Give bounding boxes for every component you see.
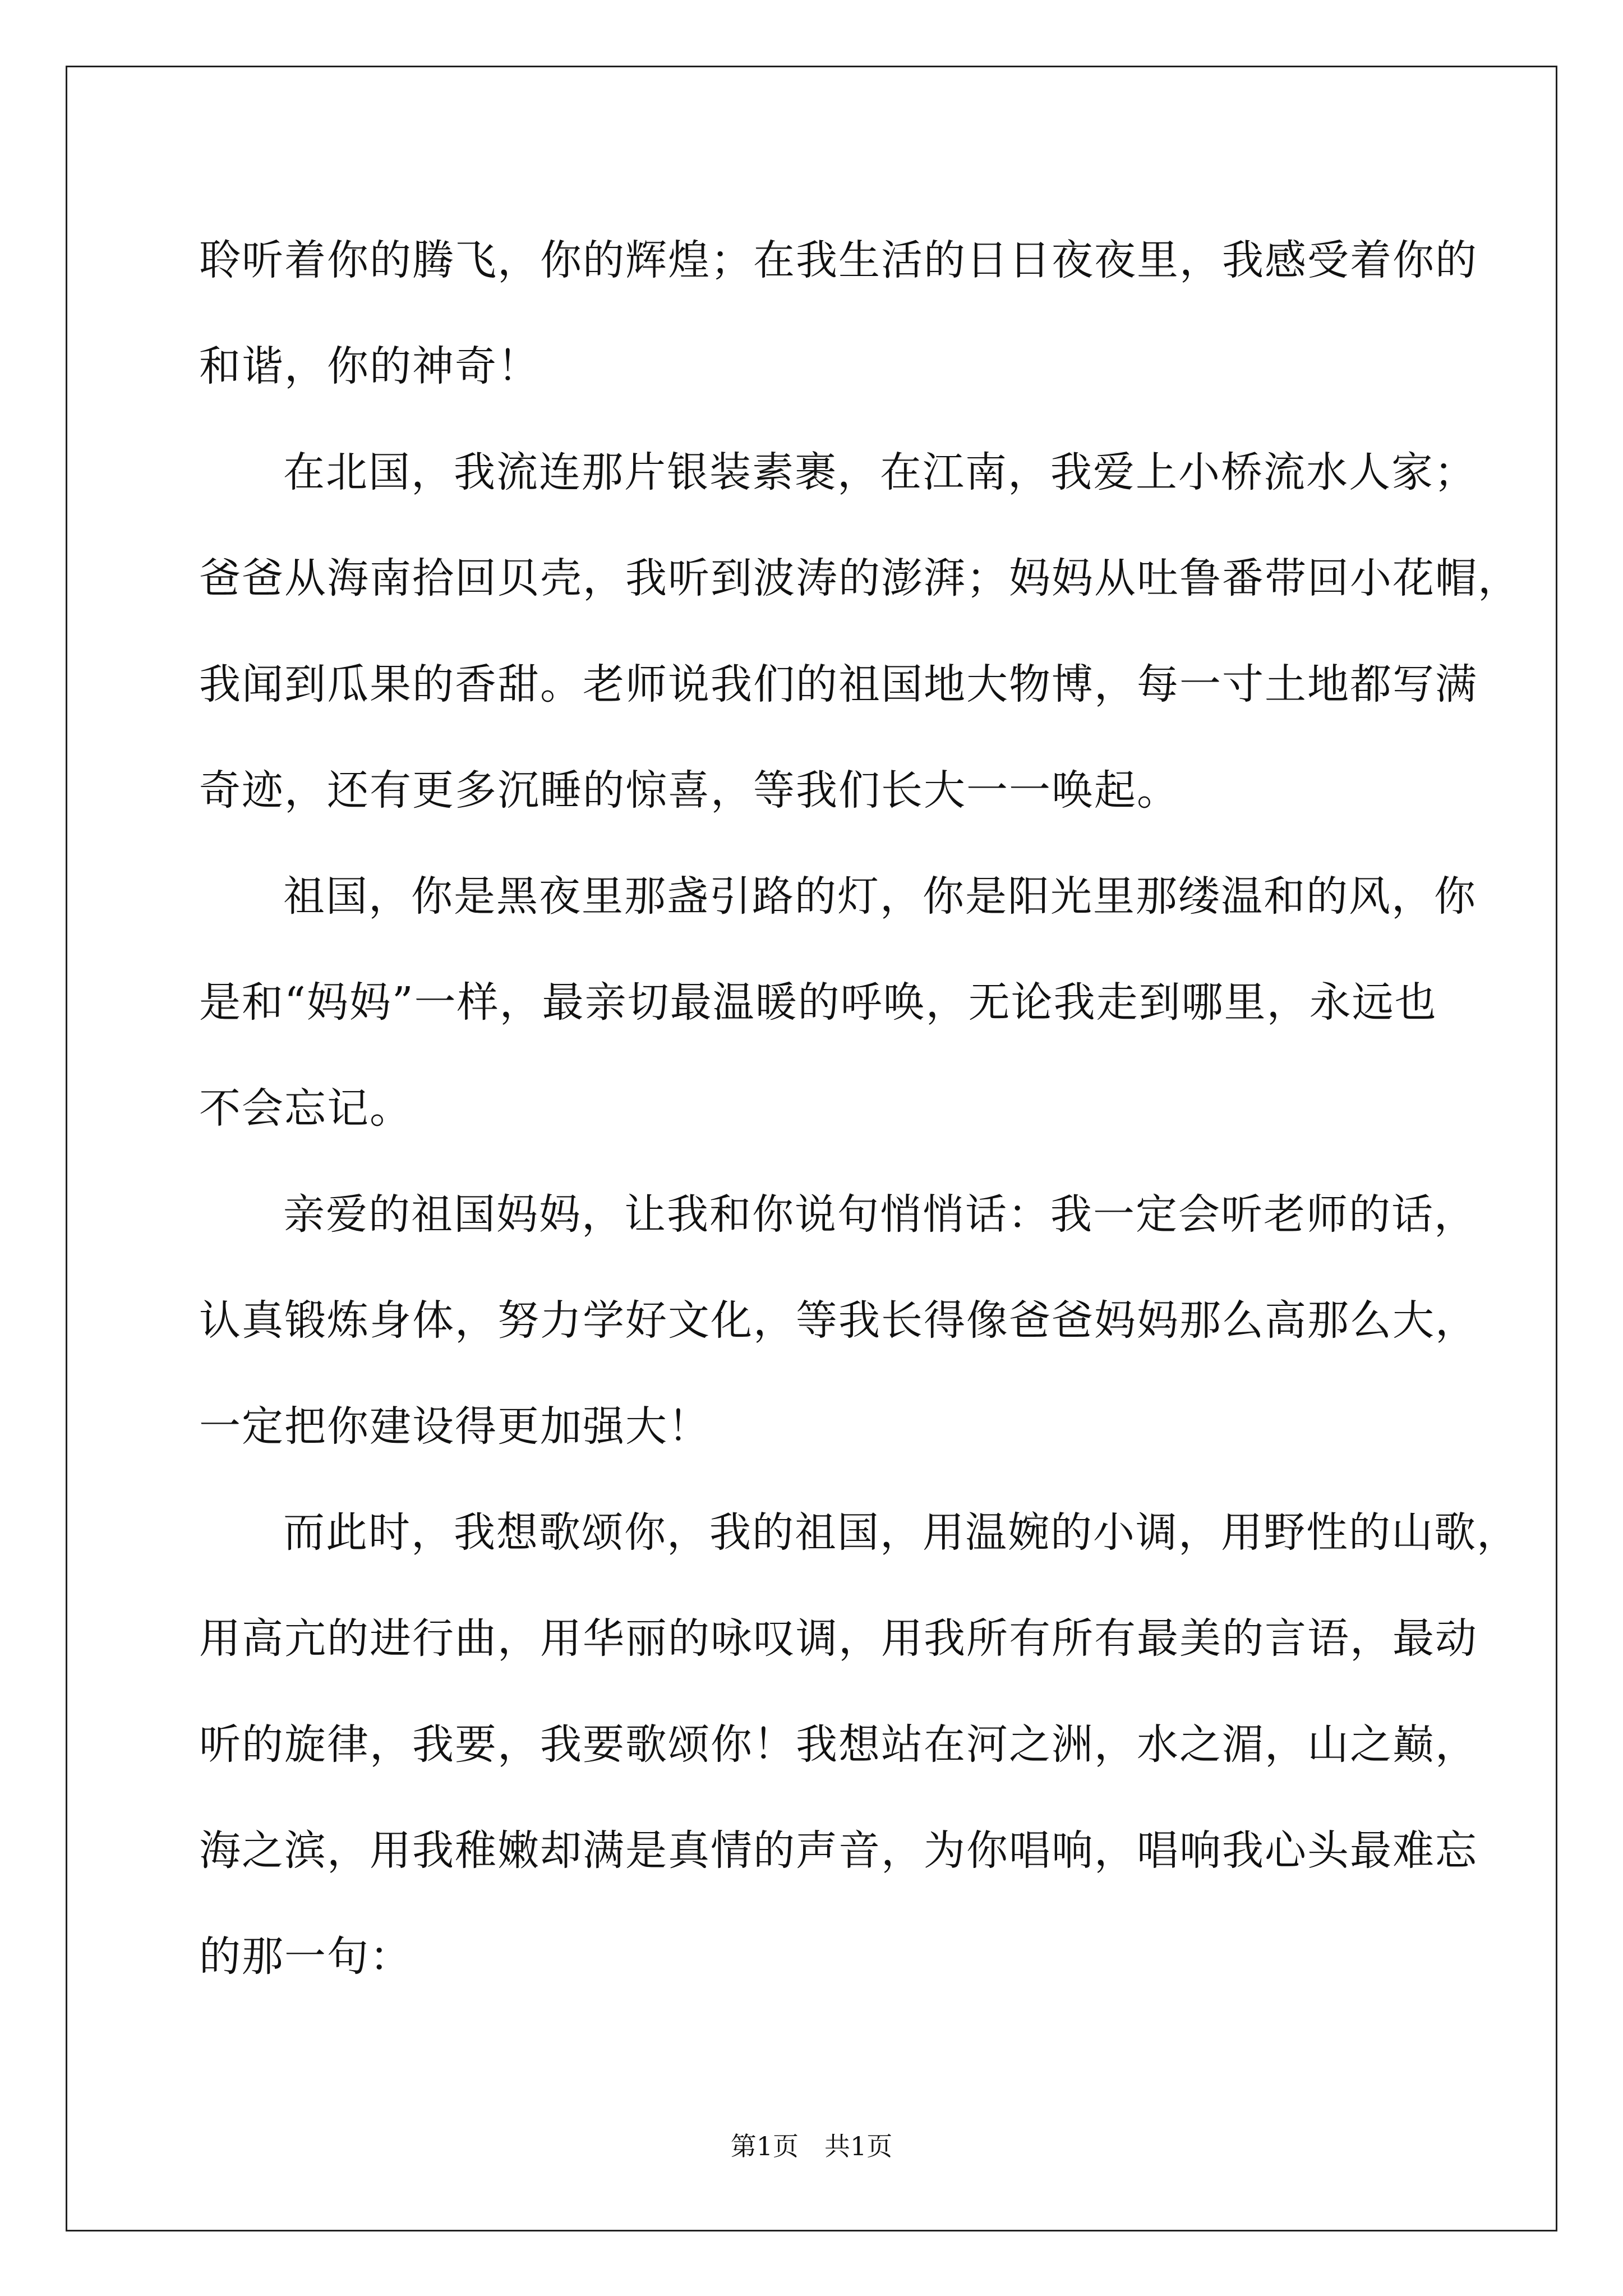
text-line: 在北国，我流连那片银装素裹，在江南，我爱上小桥流水人家；: [283, 448, 1477, 496]
paragraph-5: [199, 1480, 1519, 2010]
text-line: 用高亢的进行曲，用华丽的咏叹调，用我所有所有最美的言语，最动: [199, 1614, 1478, 1663]
paragraph-2: [199, 420, 1520, 844]
text-line: 是和“妈妈”一样，最亲切最温暖的呼唤，无论我走到哪里，永远也: [199, 978, 1437, 1027]
text-line: 不会忘记。: [199, 1084, 412, 1133]
text-line: 的那一句：: [199, 1932, 412, 1981]
text-line: 亲爱的祖国妈妈，让我和你说句悄悄话：我一定会听老师的话，: [283, 1190, 1477, 1239]
text-line: 和谐，你的神奇！: [199, 342, 540, 390]
page-number: 第1页: [730, 2131, 799, 2161]
paragraph-3: [199, 844, 1477, 1162]
page-total: 共1页: [824, 2131, 893, 2161]
text-line: 祖国，你是黑夜里那盏引路的灯，你是阳光里那缕温和的风，你: [283, 872, 1477, 921]
paragraph-1: [199, 208, 1478, 420]
text-line: 而此时，我想歌颂你，我的祖国，用温婉的小调，用野性的山歌，: [283, 1508, 1519, 1557]
text-line: 奇迹，还有更多沉睡的惊喜，等我们长大一一唤起。: [199, 766, 1179, 815]
paragraph-4: [199, 1162, 1478, 1480]
page-footer: [0, 2126, 1623, 2163]
text-line: 听的旋律，我要，我要歌颂你！我想站在河之洲，水之湄，山之巅，: [199, 1720, 1478, 1769]
document-body: [199, 208, 1520, 2010]
text-line: 聆听着你的腾飞，你的辉煌；在我生活的日日夜夜里，我感受着你的: [199, 236, 1478, 284]
text-line: 爸爸从海南拾回贝壳，我听到波涛的澎湃；妈妈从吐鲁番带回小花帽，: [199, 554, 1520, 602]
text-line: 我闻到瓜果的香甜。老师说我们的祖国地大物博，每一寸土地都写满: [199, 660, 1478, 708]
text-line: 一定把你建设得更加强大！: [199, 1402, 711, 1451]
text-line: 海之滨，用我稚嫩却满是真情的声音，为你唱响，唱响我心头最难忘: [199, 1826, 1478, 1875]
text-line: 认真锻炼身体，努力学好文化，等我长得像爸爸妈妈那么高那么大，: [199, 1296, 1478, 1345]
